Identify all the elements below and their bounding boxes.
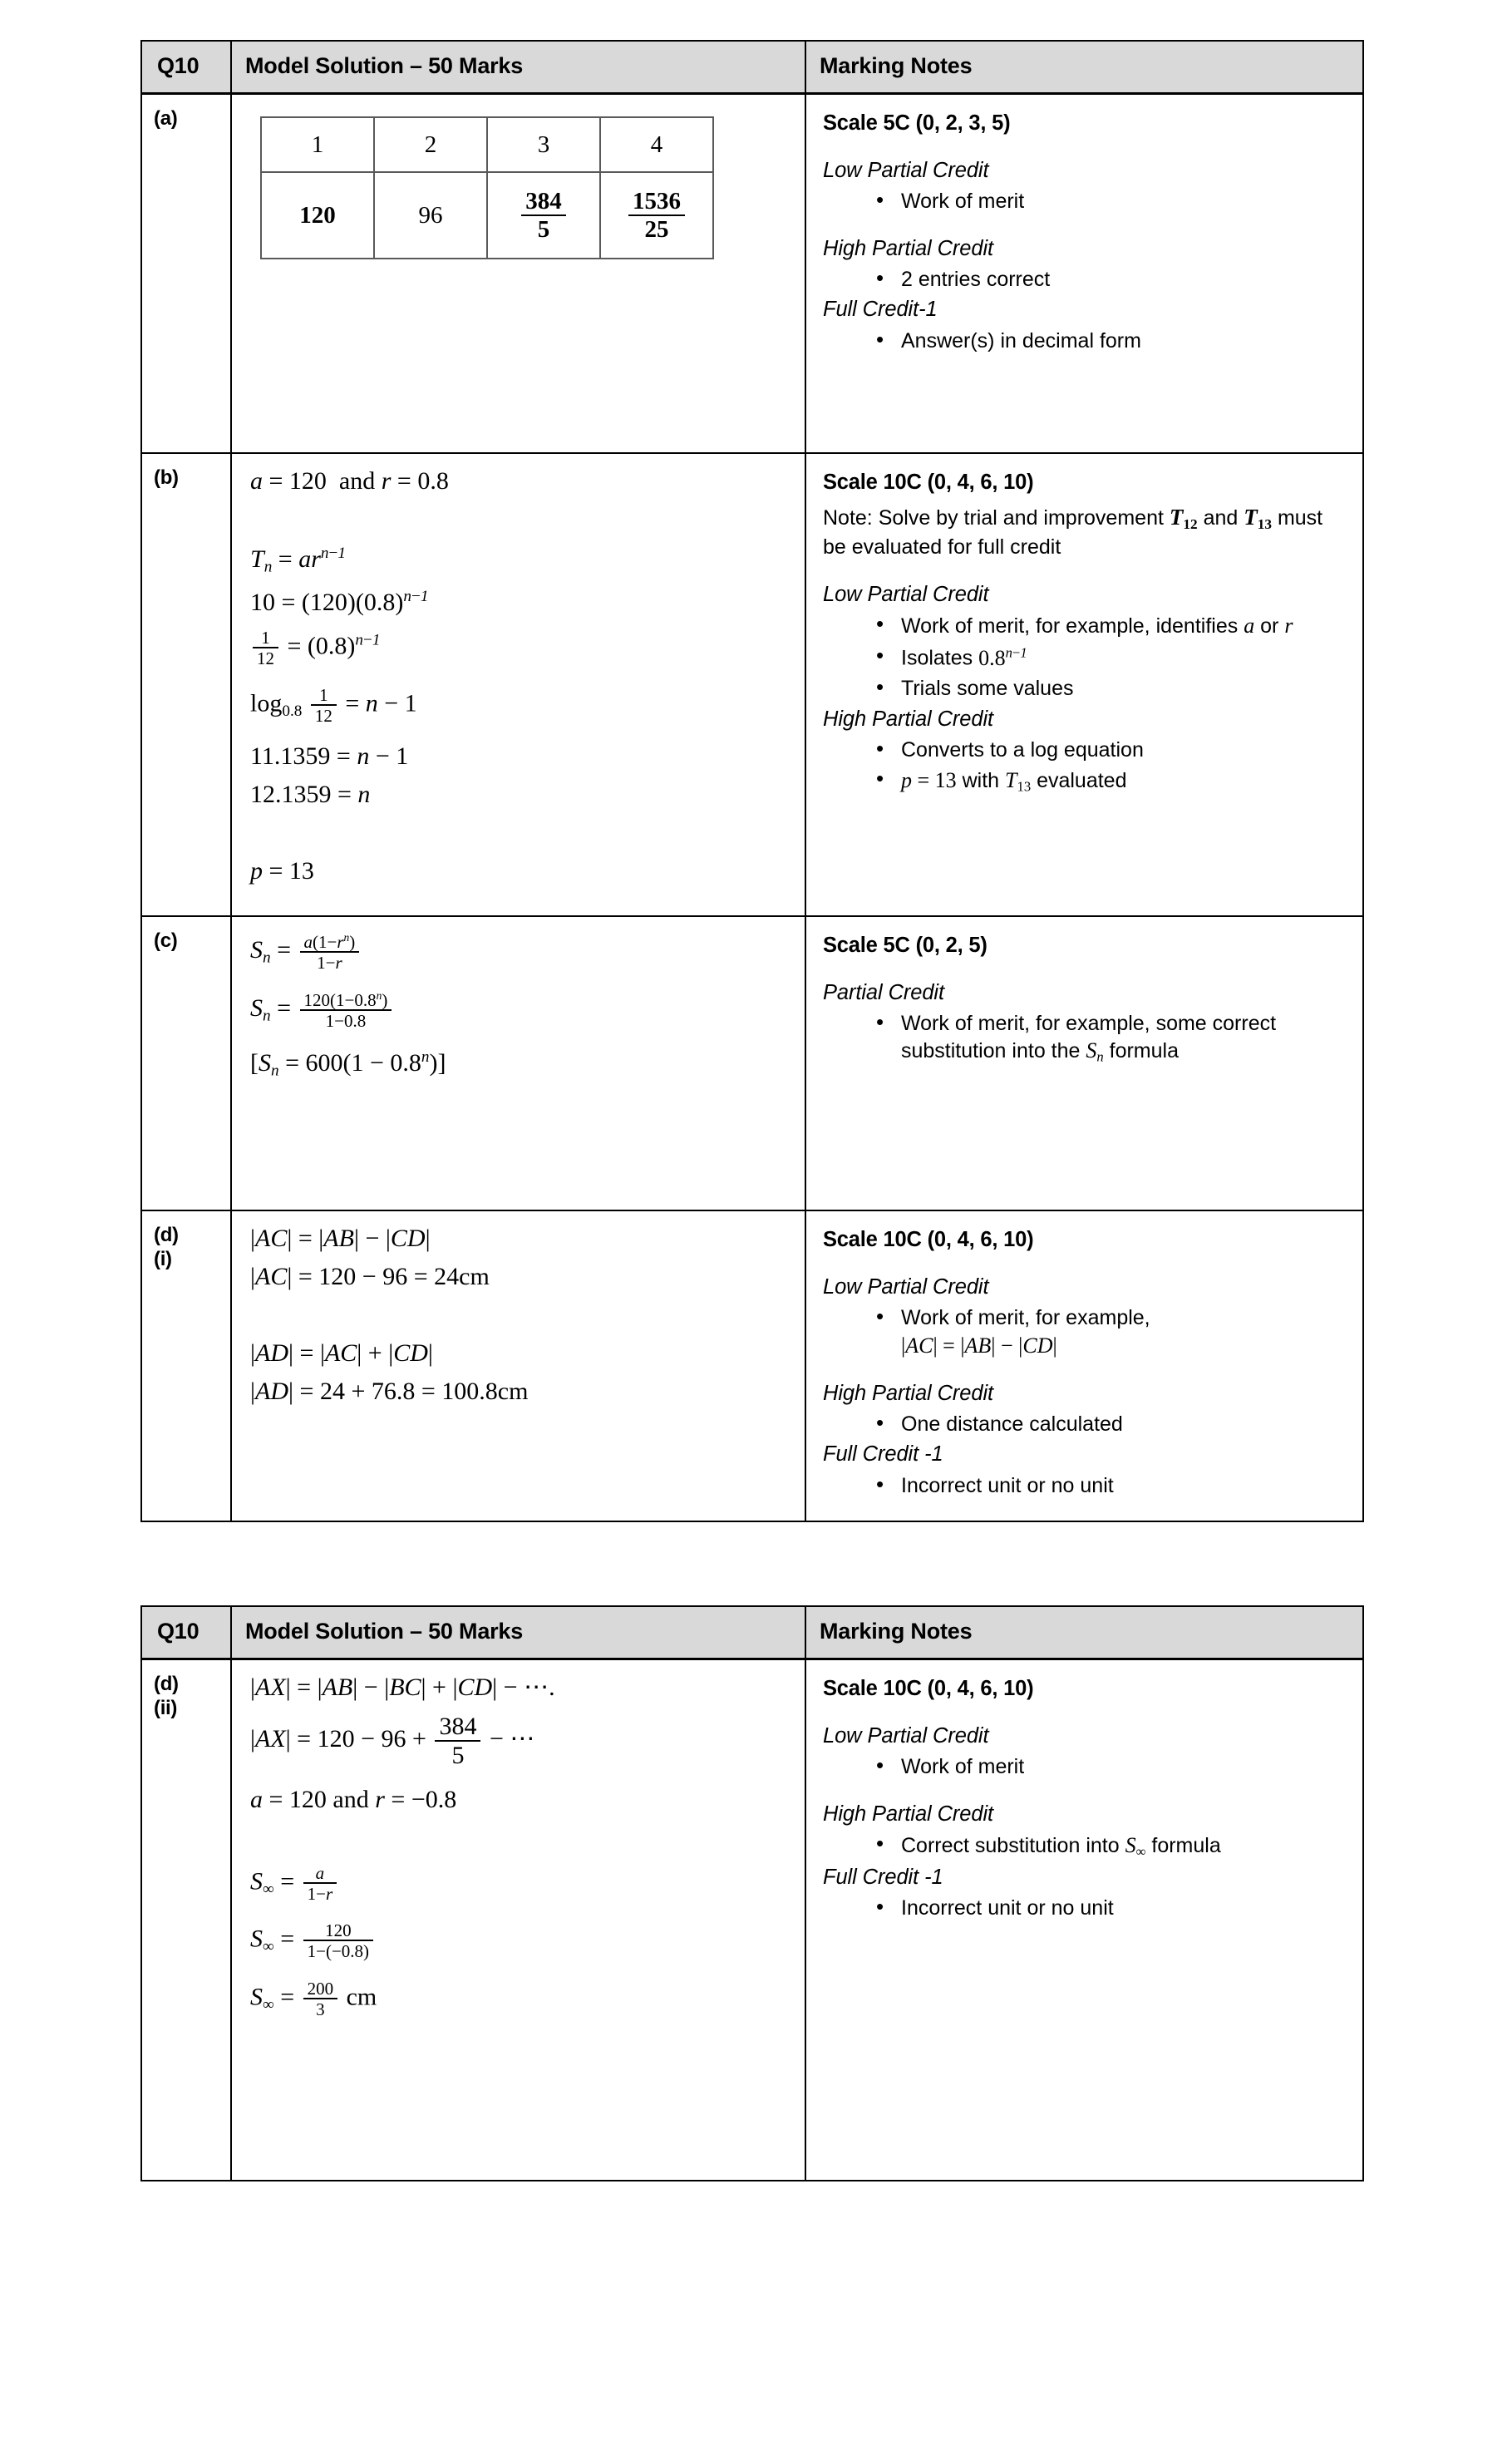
- header-marking-notes: Marking Notes: [805, 41, 1363, 94]
- list-item: • 2 entries correct: [876, 266, 1347, 293]
- solution-part-b: [231, 453, 805, 916]
- equation-general-term: $T_n = ar^{n-1}$: [250, 545, 346, 576]
- term-value-4: [600, 172, 713, 259]
- list-item: • One distance calculated: [876, 1411, 1347, 1438]
- credit-heading-high-d-i: High Partial Credit: [823, 1381, 994, 1405]
- list-item: • p = 13 with $T_{13}$ evaluated: [876, 767, 1347, 796]
- term-index-4: 4: [600, 117, 713, 172]
- expression-0-8-power: $0.8^{n-1}$: [978, 643, 1027, 670]
- marking-notes-part-d-ii: [805, 1659, 1363, 2181]
- scale-label-c: Scale 5C (0, 2, 5): [823, 933, 987, 957]
- table-row-part-c: [141, 916, 1363, 1211]
- credit-items-partial-c: [823, 1010, 1347, 1067]
- term-index-3: 3: [487, 117, 600, 172]
- credit-heading-low-b: Low Partial Credit: [823, 582, 989, 606]
- part-label-c: (c): [141, 916, 231, 1211]
- list-item: • Work of merit: [876, 1753, 1347, 1781]
- solution-spacer-d-ii: [250, 2037, 790, 2162]
- credit-items-full-d-ii: [823, 1895, 1347, 1922]
- equation-ac-identity: |AC| = |AB| − |CD|: [250, 1225, 431, 1253]
- equation-p-equals-13: p = 13: [250, 856, 314, 885]
- scale-label-d-i: Scale 10C (0, 4, 6, 10): [823, 1228, 1034, 1252]
- credit-heading-full-d-ii: Full Credit -1: [823, 1866, 943, 1890]
- list-item: • Work of merit, for example, some correct substitution into the $S_n$ formula: [876, 1010, 1347, 1067]
- credit-items-full-a: [823, 328, 1347, 355]
- list-item: • Work of merit, for example, identifies a or r: [876, 612, 1347, 640]
- credit-items-high-d-i: [823, 1411, 1347, 1438]
- credit-heading-full-a: Full Credit-1: [823, 298, 938, 322]
- part-label-a: (a): [141, 94, 231, 454]
- sequence-terms-table: [260, 116, 714, 259]
- equation-ad-identity: |AD| = |AC| + |CD|: [250, 1339, 433, 1368]
- fraction-120-over-1-8: $\frac{120}{1-(-0.8)}$: [303, 1921, 373, 1961]
- fraction-384-over-5-ax: $\frac{384}{5}$: [435, 1713, 480, 1769]
- equation-ac-value: |AC| = 120 − 96 = 24cm: [250, 1263, 490, 1291]
- expression-p-equals-13: p = 13: [901, 768, 957, 793]
- equation-sinf-substituted: $S_\infty$ = $\frac{120}{1-(-0.8)}$: [250, 1921, 790, 1961]
- part-label-d-ii: (d) (ii): [141, 1659, 231, 2181]
- equation-sinf-formula: $S_\infty$ = $\frac{a}{1-r}$: [250, 1864, 790, 1904]
- solution-part-c: [231, 916, 805, 1211]
- solution-part-d-i: [231, 1210, 805, 1521]
- credit-heading-partial-c: Partial Credit: [823, 980, 944, 1004]
- marking-notes-part-c: [805, 916, 1363, 1211]
- symbol-Sn: $S_n$: [1086, 1038, 1104, 1066]
- mini-table-header-row: [261, 117, 713, 172]
- credit-heading-low-d-i: Low Partial Credit: [823, 1275, 989, 1299]
- equation-ax-values: |AX| = 120 − 96 + $\frac{384}{5}$ − ⋯: [250, 1713, 535, 1769]
- fraction-200-over-3: $\frac{200}{3}$: [303, 1979, 338, 2019]
- equation-a-and-r: a = 120 and r = 0.8: [250, 467, 449, 495]
- credit-heading-low-d-ii: Low Partial Credit: [823, 1724, 989, 1748]
- symbol-T13: $T_{13}$: [1244, 505, 1272, 532]
- table-row-part-b: [141, 453, 1363, 916]
- equation-sn-formula: $S_n$ = $\frac{a(1-r^n)}{1-r}$: [250, 932, 790, 973]
- solution-spacer-a: [250, 259, 790, 434]
- term-value-1: 120: [261, 172, 374, 259]
- equation-substitute-ten: $10 = (120)(0.8)^{n-1}$: [250, 587, 429, 616]
- symbol-T13-inline: $T_{13}$: [1005, 768, 1032, 796]
- list-item: • Isolates $0.8^{n-1}$: [876, 643, 1347, 672]
- part-label-b: (b): [141, 453, 231, 916]
- symbol-r: r: [1284, 614, 1293, 638]
- note-trial-and-improvement: Note: Solve by trial and improvement $T_{12}$ and $T_{13}$ must be evaluated for full credit: [823, 505, 1323, 560]
- credit-heading-high-b: High Partial Credit: [823, 707, 994, 731]
- fraction-384-over-5: $\frac{384}{5}$: [521, 189, 566, 242]
- fraction-1-over-12-log: $\frac{1}{12}$: [311, 686, 337, 726]
- credit-items-full-d-i: [823, 1472, 1347, 1500]
- marking-notes-part-b: [805, 453, 1363, 916]
- equation-one-twelfth: $\frac{1}{12}$ = $(0.8)^{n-1}$: [250, 629, 790, 668]
- fraction-1536-over-25: $\frac{1536}{25}$: [628, 189, 685, 242]
- equation-ad-value: |AD| = 24 + 76.8 = 100.8cm: [250, 1378, 529, 1406]
- table-row-part-d-ii: [141, 1659, 1363, 2181]
- list-item: • Work of merit, for example, |AC| = |AB| − |CD|: [876, 1304, 1347, 1359]
- header-model-solution-2: Model Solution – 50 Marks: [231, 1606, 805, 1659]
- header-question-label-2: Q10: [141, 1606, 231, 1659]
- solution-spacer-d-i: [250, 1417, 790, 1476]
- credit-items-high-d-ii: [823, 1831, 1347, 1861]
- equation-n-minus-one-value: 11.1359 = n − 1: [250, 742, 409, 770]
- term-value-2: 96: [374, 172, 487, 259]
- equation-a-and-r-negative: a = 120 and r = −0.8: [250, 1785, 457, 1813]
- header-question-label: Q10: [141, 41, 231, 94]
- credit-items-low-d-i: [823, 1304, 1347, 1359]
- header-model-solution: Model Solution – 50 Marks: [231, 41, 805, 94]
- mini-table-value-row: [261, 172, 713, 259]
- credit-items-low-b: [823, 612, 1347, 702]
- credit-heading-low-a: Low Partial Credit: [823, 159, 989, 183]
- credit-items-high-b: [823, 737, 1347, 796]
- equation-sn-simplified: $[S_n = 600(1 - 0.8^n)]$: [250, 1048, 446, 1079]
- fraction-a-over-1-minus-r: $\frac{a}{1-r}$: [303, 1864, 337, 1904]
- list-item: • Work of merit: [876, 188, 1347, 215]
- list-item: • Incorrect unit or no unit: [876, 1895, 1347, 1922]
- solution-part-a: [231, 94, 805, 454]
- header-marking-notes-2: Marking Notes: [805, 1606, 1363, 1659]
- credit-items-low-d-ii: [823, 1753, 1347, 1781]
- equation-n-value: 12.1359 = n: [250, 780, 371, 808]
- list-item: • Converts to a log equation: [876, 737, 1347, 764]
- part-label-d-i: (d) (i): [141, 1210, 231, 1521]
- term-index-2: 2: [374, 117, 487, 172]
- fraction-sn-numbers: $\frac{120(1-0.8^n)}{1-0.8}$: [300, 990, 392, 1031]
- credit-heading-high-d-ii: High Partial Credit: [823, 1802, 994, 1826]
- list-item: • Correct substitution into $S_\infty$ formula: [876, 1831, 1347, 1861]
- table-header-row-2: [141, 1606, 1363, 1659]
- term-value-3: [487, 172, 600, 259]
- symbol-S-infinity: $S_\infty$: [1125, 1832, 1146, 1860]
- expression-ac-identity: |AC| = |AB| − |CD|: [901, 1333, 1057, 1358]
- equation-log-form: $\log_{0.8}$ $\frac{1}{12}$ = n − 1: [250, 685, 417, 727]
- credit-heading-high-a: High Partial Credit: [823, 236, 994, 260]
- credit-items-low-a: [823, 188, 1347, 215]
- list-item: • Trials some values: [876, 675, 1347, 702]
- marking-notes-part-a: [805, 94, 1363, 454]
- table-header-row: [141, 41, 1363, 94]
- fraction-sn-general: $\frac{a(1-r^n)}{1-r}$: [300, 932, 360, 973]
- solution-spacer-c: [250, 1092, 790, 1191]
- credit-heading-full-d-i: Full Credit -1: [823, 1442, 943, 1467]
- scale-label-b: Scale 10C (0, 4, 6, 10): [823, 471, 1034, 494]
- term-index-1: 1: [261, 117, 374, 172]
- symbol-T12: $T_{12}$: [1169, 505, 1198, 532]
- list-item: • Incorrect unit or no unit: [876, 1472, 1347, 1500]
- solution-part-d-ii: [231, 1659, 805, 2181]
- table-row-part-a: [141, 94, 1363, 454]
- list-item: • Answer(s) in decimal form: [876, 328, 1347, 355]
- table-row-part-d-i: [141, 1210, 1363, 1521]
- scale-label-d-ii: Scale 10C (0, 4, 6, 10): [823, 1677, 1034, 1701]
- equation-sinf-result: $S_\infty$ = $\frac{200}{3}$ cm: [250, 1978, 377, 2019]
- marking-notes-part-d-i: [805, 1210, 1363, 1521]
- fraction-1-over-12: $\frac{1}{12}$: [253, 629, 278, 668]
- marking-scheme-table-1: [140, 40, 1364, 1522]
- scale-label-a: Scale 5C (0, 2, 3, 5): [823, 111, 1011, 135]
- equation-ax-identity: |AX| = |AB| − |BC| + |CD| − ⋯.: [250, 1674, 555, 1702]
- symbol-a: a: [1244, 614, 1255, 638]
- credit-items-high-a: [823, 266, 1347, 293]
- marking-scheme-table-2: [140, 1605, 1364, 2181]
- equation-sn-substituted: $S_n$ = $\frac{120(1-0.8^n)}{1-0.8}$: [250, 990, 790, 1031]
